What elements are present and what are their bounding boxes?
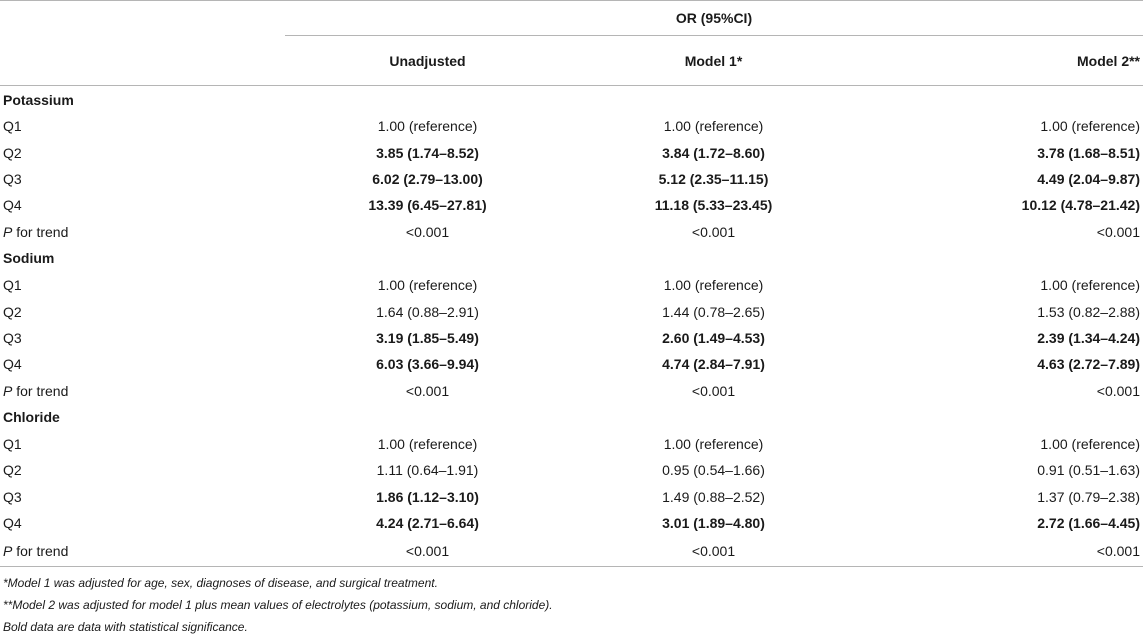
table-row xyxy=(0,351,1143,377)
table-row xyxy=(0,298,1143,324)
header-row-models xyxy=(0,36,1143,86)
model1-value: <0.001 xyxy=(691,382,736,399)
table-row xyxy=(0,113,1143,139)
model1-value: 0.95 (0.54–1.66) xyxy=(662,462,765,479)
footnote-bold: Bold data are data with statistical significance. xyxy=(3,620,248,634)
table-row xyxy=(0,510,1143,536)
model1-value: 2.60 (1.49–4.53) xyxy=(662,329,765,346)
model1-value: 1.44 (0.78–2.65) xyxy=(662,303,765,320)
unadjusted-value: 1.64 (0.88–2.91) xyxy=(376,303,479,320)
model1-value: 4.74 (2.84–7.91) xyxy=(662,356,765,373)
quartile-label: Q3 xyxy=(3,170,22,187)
unadjusted-value: 3.19 (1.85–5.49) xyxy=(376,329,479,346)
p-trend-text: for trend xyxy=(12,543,69,560)
model2-value: <0.001 xyxy=(1096,382,1140,399)
model1-value: <0.001 xyxy=(691,223,736,240)
section-title: Potassium xyxy=(3,91,74,108)
unadjusted-value: <0.001 xyxy=(405,223,450,240)
table-row xyxy=(0,457,1143,483)
unadjusted-value: <0.001 xyxy=(285,536,570,567)
model2-value: 2.72 (1.66–4.45) xyxy=(1037,515,1140,532)
model2-value: 4.63 (2.72–7.89) xyxy=(1037,356,1140,373)
model1-value: <0.001 xyxy=(570,536,857,567)
quartile-label: Q3 xyxy=(3,488,22,505)
table-row xyxy=(0,378,1143,404)
table-row xyxy=(0,484,1143,510)
unadjusted-value: 1.11 (0.64–1.91) xyxy=(376,462,479,479)
quartile-label: Q1 xyxy=(3,118,22,135)
model1-value: 3.01 (1.89–4.80) xyxy=(662,515,765,532)
model2-value: 4.49 (2.04–9.87) xyxy=(1037,170,1140,187)
model1-value: 5.12 (2.35–11.15) xyxy=(658,170,769,187)
p-italic: P xyxy=(3,382,13,399)
unadjusted-header: Unadjusted xyxy=(285,36,570,86)
model2-value: 1.00 (reference) xyxy=(1040,436,1140,453)
quartile-label: Q4 xyxy=(3,515,22,532)
unadjusted-value: 1.00 (reference) xyxy=(377,436,478,453)
model2-header: Model 2** xyxy=(857,36,1143,86)
unadjusted-value: 1.86 (1.12–3.10) xyxy=(376,488,479,505)
quartile-label: Q3 xyxy=(3,329,22,346)
footnotes xyxy=(3,572,553,638)
table-row xyxy=(0,139,1143,165)
quartile-label: Q4 xyxy=(3,197,22,214)
model2-value: 1.37 (0.79–2.38) xyxy=(1037,488,1140,505)
unadjusted-value: 13.39 (6.45–27.81) xyxy=(368,197,487,214)
unadjusted-value: 4.24 (2.71–6.64) xyxy=(376,515,479,532)
table-row xyxy=(0,192,1143,218)
header-row-group xyxy=(0,1,1143,36)
footnote-model2: **Model 2 was adjusted for model 1 plus mean values of electrolytes (potassium, sodium, and chloride). xyxy=(3,598,553,612)
table-row xyxy=(0,325,1143,351)
model2-value: 10.12 (4.78–21.42) xyxy=(1021,197,1140,214)
model1-value: 3.84 (1.72–8.60) xyxy=(662,144,765,161)
section-title: Chloride xyxy=(3,409,60,426)
model2-value: 0.91 (0.51–1.63) xyxy=(1037,462,1140,479)
p-italic: P xyxy=(3,223,13,240)
section-row-chloride xyxy=(0,404,1143,431)
model2-value: 3.78 (1.68–8.51) xyxy=(1037,144,1140,161)
p-trend-text: for trend xyxy=(12,382,69,399)
model2-value: 1.53 (0.82–2.88) xyxy=(1037,303,1140,320)
quartile-label: Q2 xyxy=(3,303,22,320)
table-row xyxy=(0,166,1143,192)
model2-value: 2.39 (1.34–4.24) xyxy=(1037,329,1140,346)
p-trend-label xyxy=(0,219,285,245)
model2-value: <0.001 xyxy=(857,536,1143,567)
table-body xyxy=(0,1,1143,567)
model2-value: <0.001 xyxy=(1096,223,1140,240)
model1-header: Model 1* xyxy=(570,36,857,86)
model1-value: 11.18 (5.33–23.45) xyxy=(654,197,773,214)
section-row-sodium xyxy=(0,245,1143,272)
p-italic: P xyxy=(3,543,13,560)
table-row xyxy=(0,272,1143,298)
quartile-label: Q4 xyxy=(3,356,22,373)
p-trend-text: for trend xyxy=(12,223,69,240)
model1-value: 1.00 (reference) xyxy=(663,277,764,294)
quartile-label: Q2 xyxy=(3,462,22,479)
quartile-label: Q2 xyxy=(3,144,22,161)
table-row xyxy=(0,219,1143,245)
quartile-label: Q1 xyxy=(3,436,22,453)
unadjusted-value: 1.00 (reference) xyxy=(377,118,478,135)
unadjusted-value: 1.00 (reference) xyxy=(377,277,478,294)
model1-value: 1.00 (reference) xyxy=(663,118,764,135)
p-trend-label xyxy=(0,378,285,404)
footnote-model1: *Model 1 was adjusted for age, sex, diagnoses of disease, and surgical treatment. xyxy=(3,576,438,590)
unadjusted-value: 3.85 (1.74–8.52) xyxy=(376,144,479,161)
model1-value: 1.49 (0.88–2.52) xyxy=(662,488,765,505)
model2-value: 1.00 (reference) xyxy=(1040,277,1140,294)
unadjusted-value: 6.03 (3.66–9.94) xyxy=(376,356,479,373)
quartile-label: Q1 xyxy=(3,277,22,294)
unadjusted-value: <0.001 xyxy=(405,382,450,399)
unadjusted-value: 6.02 (2.79–13.00) xyxy=(372,170,483,187)
section-title: Sodium xyxy=(3,250,55,267)
table-row xyxy=(0,536,1143,567)
table-row xyxy=(0,431,1143,457)
model2-value: 1.00 (reference) xyxy=(1040,118,1140,135)
p-trend-label xyxy=(0,536,285,567)
section-row-potassium xyxy=(0,86,1143,114)
or-95ci-header: OR (95%CI) xyxy=(285,1,1143,36)
model1-value: 1.00 (reference) xyxy=(663,436,764,453)
